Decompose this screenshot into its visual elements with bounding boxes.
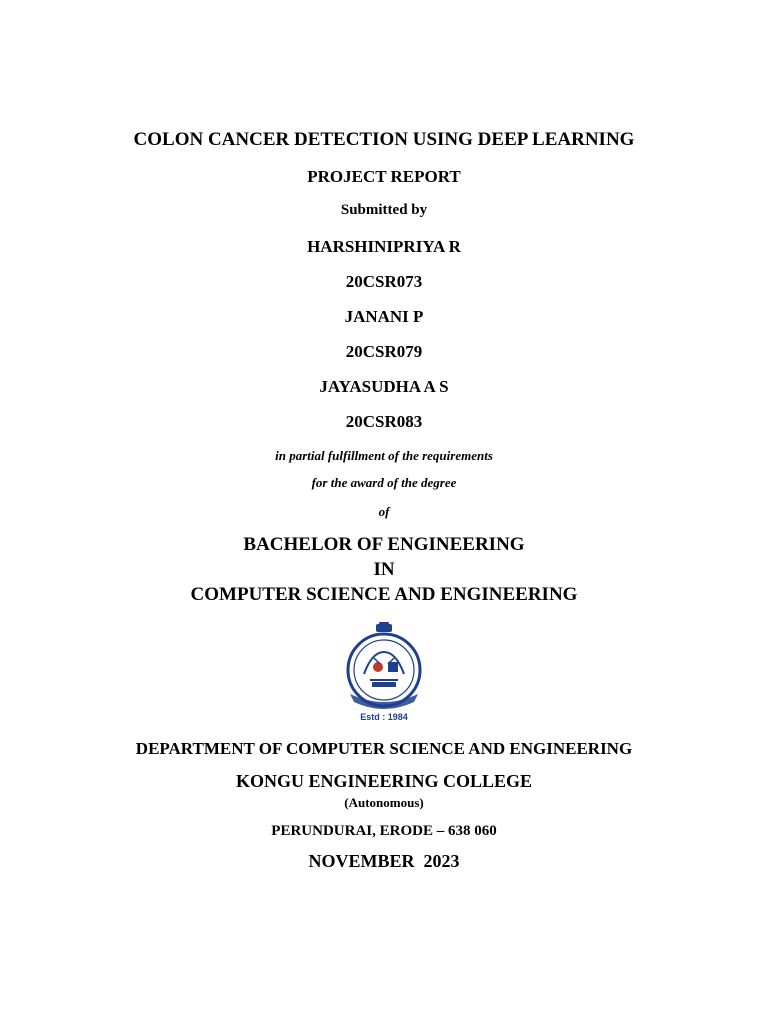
student-name-1: HARSHINIPRIYA R bbox=[307, 237, 461, 256]
emblem-inner-icon bbox=[364, 652, 404, 687]
fulfillment-line-3: of bbox=[378, 504, 390, 519]
department-name: DEPARTMENT OF COMPUTER SCIENCE AND ENGINEERING bbox=[135, 739, 633, 758]
report-date: NOVEMBER 2023 bbox=[308, 851, 460, 871]
fulfillment-line-2: for the award of the degree bbox=[311, 475, 457, 490]
student-roll-1: 20CSR073 bbox=[345, 272, 423, 291]
report-type: PROJECT REPORT bbox=[307, 167, 461, 186]
college-address: PERUNDURAI, ERODE – 638 060 bbox=[271, 823, 497, 839]
fulfillment-line-1: in partial fulfillment of the requirements bbox=[275, 448, 493, 463]
college-seal-logo bbox=[334, 622, 434, 722]
college-status: (Autonomous) bbox=[344, 795, 424, 810]
report-title: COLON CANCER DETECTION USING DEEP LEARNING bbox=[133, 129, 635, 150]
degree-name: BACHELOR OF ENGINEERING bbox=[243, 534, 525, 555]
estd-label: Estd : 1984 bbox=[360, 712, 408, 722]
submitted-by: Submitted by bbox=[340, 202, 428, 218]
student-roll-3: 20CSR083 bbox=[345, 412, 423, 431]
student-name-2: JANANI P bbox=[344, 307, 424, 326]
student-name-3: JAYASUDHA A S bbox=[319, 377, 449, 396]
student-roll-2: 20CSR079 bbox=[345, 342, 423, 361]
degree-branch: COMPUTER SCIENCE AND ENGINEERING bbox=[190, 584, 578, 605]
degree-in: IN bbox=[373, 559, 395, 580]
college-name: KONGU ENGINEERING COLLEGE bbox=[235, 771, 533, 791]
emblem-crest-icon bbox=[376, 622, 392, 632]
